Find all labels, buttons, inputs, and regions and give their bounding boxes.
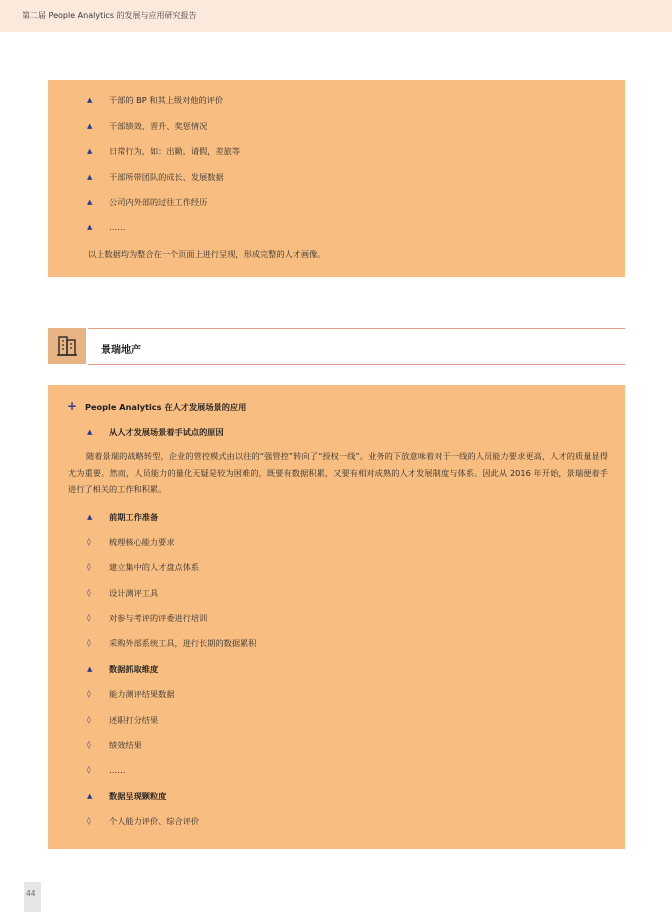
- list-item: 公司内外部的过往工作经历: [109, 197, 208, 207]
- triangle-bullet-icon: ▲: [87, 665, 93, 673]
- diamond-bullet-icon: ◊: [87, 588, 91, 597]
- triangle-bullet-icon: ▲: [87, 173, 93, 181]
- diamond-bullet-icon: ◊: [87, 816, 91, 825]
- box-heading: People Analytics 在人才发展场景的应用: [85, 402, 247, 412]
- triangle-bullet-icon: ▲: [87, 792, 93, 800]
- building-icon: [48, 328, 86, 364]
- subheading: 前期工作准备: [109, 512, 159, 522]
- list-item: 述职打分结果: [109, 715, 159, 725]
- list-item: 能力测评结果数据: [109, 689, 175, 699]
- list-item: 设计测评工具: [109, 588, 159, 598]
- diamond-bullet-icon: ◊: [87, 740, 91, 749]
- page-header: [0, 0, 672, 32]
- triangle-bullet-icon: ▲: [87, 122, 93, 130]
- list-item: 日常行为，如：出勤，请假，差旅等: [109, 146, 241, 156]
- summary-text: 以上数据均为整合在一个页面上进行呈现，形成完整的人才画像。: [88, 249, 326, 259]
- triangle-bullet-icon: ▲: [87, 96, 93, 104]
- case-study-box: [48, 385, 625, 849]
- list-item: 采购外部系统工具，进行长期的数据累积: [109, 638, 257, 648]
- diamond-bullet-icon: ◊: [87, 689, 91, 698]
- list-item: 干部的 BP 和其上级对他的评价: [109, 95, 224, 105]
- triangle-bullet-icon: ▲: [87, 428, 93, 436]
- diamond-bullet-icon: ◊: [87, 638, 91, 647]
- diamond-bullet-icon: ◊: [87, 537, 91, 546]
- page-number-tab: [24, 882, 41, 912]
- diamond-bullet-icon: ◊: [87, 562, 91, 571]
- diamond-bullet-icon: ◊: [87, 613, 91, 622]
- triangle-bullet-icon: ▲: [87, 147, 93, 155]
- body-paragraph: 随着景瑞的战略转型，企业的管控模式由以往的“强管控”转向了“授权一线”。业务的下放意味着对于一线的人员能力要求更高，人才的质量显得尤为重要。然而，人员能力的量化无疑是较为困难的，既要有数据积累，又要有相对成熟的人才发展制度与体系。因此从 2016 年开始，景瑞便着手进行了相关的工作和积累。: [68, 451, 608, 494]
- list-item: 干部所带团队的成长、发展数据: [109, 172, 224, 182]
- list-item: ……: [109, 765, 126, 775]
- list-item: 干部绩效、晋升、奖惩情况: [109, 121, 208, 131]
- subheading: 从人才发展场景着手试点的原因: [109, 427, 224, 437]
- list-item: 梳理核心能力要求: [109, 537, 175, 547]
- report-title: 第二届 People Analytics 的发展与应用研究报告: [22, 11, 197, 20]
- section-header: [48, 328, 625, 366]
- divider: [88, 364, 625, 365]
- list-item: 建立集中的人才盘点体系: [109, 562, 200, 572]
- continued-list-box: [48, 80, 625, 277]
- list-item: 对参与考评的评委进行培训: [109, 613, 208, 623]
- page-number: 44: [26, 889, 36, 898]
- subheading: 数据抓取维度: [109, 664, 159, 674]
- triangle-bullet-icon: ▲: [87, 223, 93, 231]
- subheading: 数据呈现颗粒度: [109, 791, 167, 801]
- triangle-bullet-icon: ▲: [87, 198, 93, 206]
- divider: [88, 328, 625, 329]
- list-item: ……: [109, 222, 126, 232]
- diamond-bullet-icon: ◊: [87, 715, 91, 724]
- list-item: 个人能力评价、综合评价: [109, 816, 200, 826]
- list-item: 绩效结果: [109, 740, 142, 750]
- diamond-bullet-icon: ◊: [87, 765, 91, 774]
- plus-bullet-icon: +: [67, 399, 78, 413]
- section-title: 景瑞地产: [101, 345, 141, 356]
- triangle-bullet-icon: ▲: [87, 513, 93, 521]
